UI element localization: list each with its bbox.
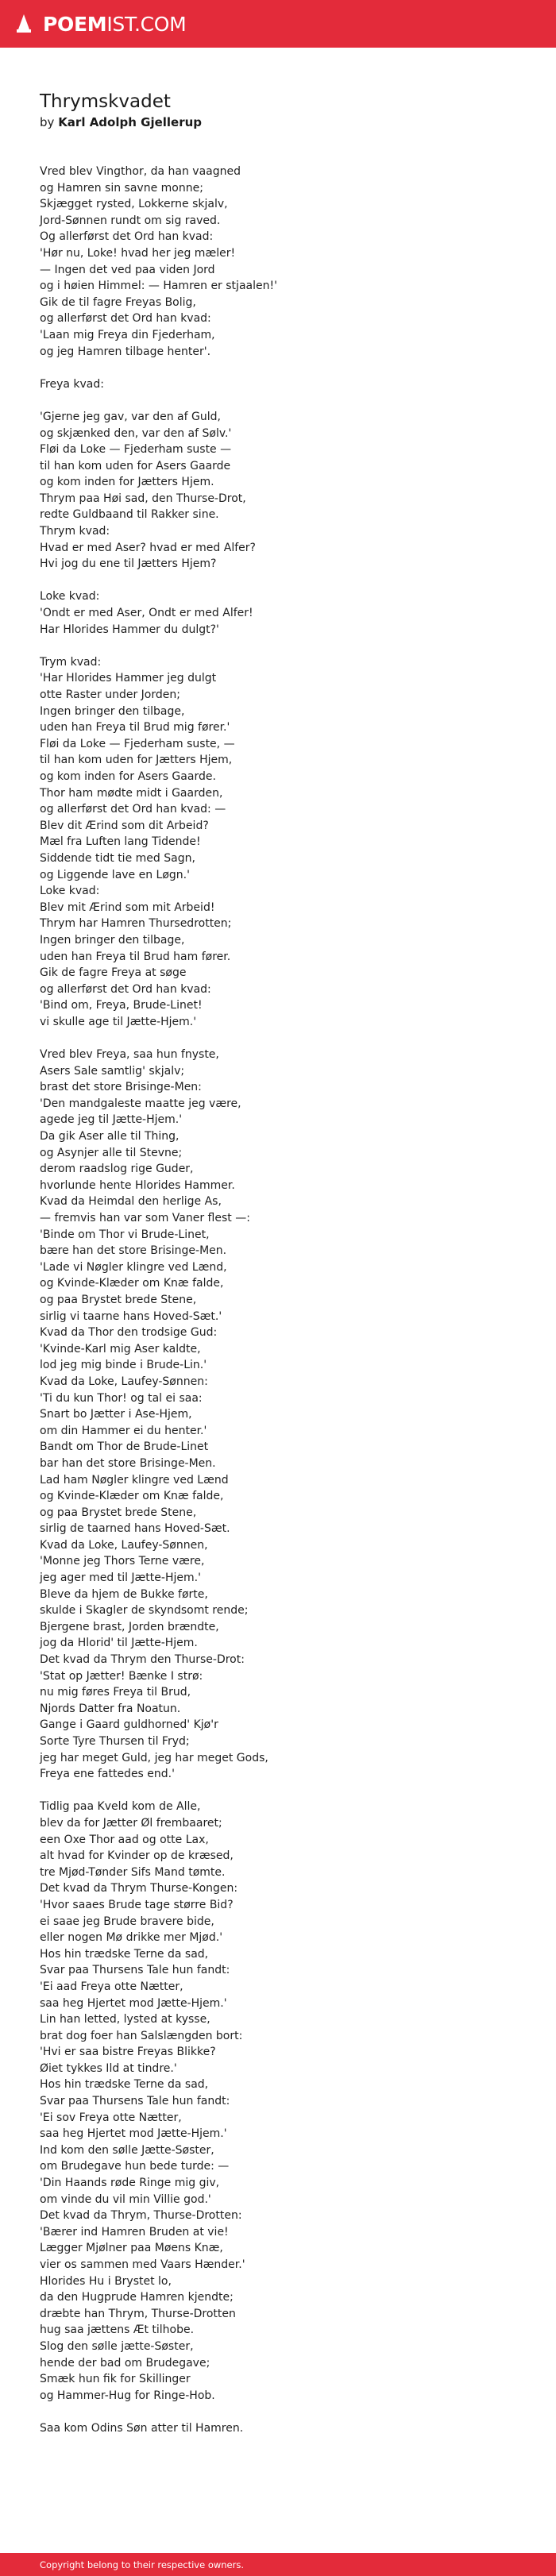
poem-line: nu mig føres Freya til Brud, (40, 1686, 191, 1699)
poem-line: og Hamren sin savne monne; (40, 181, 203, 195)
poem-line: Freya kvad: (40, 377, 104, 391)
poem-line: 'Hvi er saa bistre Freyas Blikke? (40, 2046, 216, 2059)
poem-line: Saa kom Odins Søn atter til Hamren. (40, 2421, 244, 2435)
poem-line: Skjægget rysted, Lokkerne skjalv, (40, 198, 228, 211)
poem-line: Ingen bringer den tilbage, (40, 933, 185, 947)
poem-line: ei saae jeg Brude bravere bide, (40, 1915, 214, 1928)
stanza (40, 588, 532, 638)
poem-line: Loke kvad: (40, 590, 100, 604)
poem-line: Loke kvad: (40, 885, 100, 898)
poem-line: saa heg Hjertet mod Jætte-Hjem.' (40, 1996, 227, 2010)
poem-line: Jord-Sønnen rundt om sig raved. (40, 214, 221, 227)
poem-line: Det kvad da Thrym Thurse-Kongen: (40, 1882, 238, 1895)
poem-line: Thor ham mødte midt i Gaarden, (40, 786, 223, 800)
stanza (40, 654, 532, 1031)
poem-line: bære han det store Brisinge-Men. (40, 1244, 227, 1258)
poem-content (40, 91, 532, 2453)
poem-line: dræbte han Thrym, Thurse-Drotten (40, 2307, 236, 2320)
poem-line: Svar paa Thursens Tale hun fandt: (40, 1964, 230, 1977)
byline-prefix: by (40, 115, 55, 129)
poem-line: Snart bo Jætter i Ase-Hjem, (40, 1408, 192, 1421)
poem-line: Og allerførst det Ord han kvad: (40, 230, 214, 244)
poem-line: alt hvad for Kvinder op de kræsed, (40, 1849, 234, 1863)
poem-line: Kvad da Loke, Laufey-Sønnen, (40, 1538, 208, 1552)
poem-line: og Kvinde-Klæder om Knæ falde, (40, 1277, 224, 1290)
poem-line: Kvad da Loke, Laufey-Sønnen: (40, 1375, 208, 1388)
poem-line: Ingen bringer den tilbage, (40, 704, 185, 718)
poem-line: Da gik Aser alle til Thing, (40, 1130, 180, 1143)
poem-line: 'Din Haands røde Ringe mig giv, (40, 2177, 220, 2190)
poem-line: og Kvinde-Klæder om Knæ falde, (40, 1490, 224, 1503)
poem-line: Lad ham Nøgler klingre ved Lænd (40, 1473, 229, 1487)
poem-line: lod jeg mig binde i Brude-Lin.' (40, 1359, 207, 1372)
poem-line: — Ingen det ved paa viden Jord (40, 263, 215, 276)
poem-line: og skjænked den, var den af Sølv.' (40, 426, 232, 440)
poem-line: skulde i Skagler de skyndsomt rende; (40, 1604, 249, 1618)
poem-line: og Hammer-Hug for Ringe-Hob. (40, 2389, 215, 2402)
author-link[interactable]: Karl Adolph Gjellerup (58, 115, 203, 129)
poem-line: til han kom uden for Jætters Hjem, (40, 754, 233, 767)
poem-line: Har Hlorides Hammer du dulgt?' (40, 623, 219, 636)
poem-line: 'Bind om, Freya, Brude-Linet! (40, 999, 203, 1012)
poem-line: 'Laan mig Freya din Fjederham, (40, 328, 215, 341)
stanza (40, 1799, 532, 2404)
poem-line: Ind kom den sølle Jætte-Søster, (40, 2143, 214, 2157)
poem-line: Hos hin trædske Terne da sad, (40, 1947, 209, 1961)
poem-line: Hvad er med Aser? hvad er med Alfer? (40, 541, 256, 554)
poem-line: bar han det store Brisinge-Men. (40, 1456, 216, 1470)
stanza (40, 164, 532, 360)
poem-line: vier os sammen med Vaars Hænder.' (40, 2258, 245, 2271)
poem-line: Fløi da Loke — Fjederham suste — (40, 443, 232, 457)
stanza (40, 409, 532, 573)
poem-line: hvorlunde hente Hlorides Hammer. (40, 1178, 235, 1192)
poem-line: Bjergene brast, Jorden brændte, (40, 1620, 219, 1633)
poem-line: redte Guldbaand til Rakker sine. (40, 508, 219, 522)
poem-line: Det kvad da Thrym den Thurse-Drot: (40, 1653, 245, 1667)
poem-line: Hvi jog du ene til Jætters Hjem? (40, 557, 217, 571)
poem-line: Gange i Gaard guldhorned' Kjø'r (40, 1718, 218, 1732)
poem-line: og paa Brystet brede Stene, (40, 1506, 197, 1519)
poem-line: Vred blev Freya, saa hun fnyste, (40, 1048, 219, 1062)
poem-body (40, 164, 532, 2437)
poem-line: jog da Hlorid' til Jætte-Hjem. (40, 1637, 198, 1650)
poem-line: Thrym kvad: (40, 525, 110, 538)
poem-line: 'Hvor saaes Brude tage større Bid? (40, 1898, 234, 1911)
poem-line: brat dog foer han Salslængden bort: (40, 2029, 243, 2042)
poem-line: Trym kvad: (40, 655, 102, 669)
poem-line: hende der bad om Brudegave; (40, 2356, 210, 2370)
poem-line: Thrym paa Høi sad, den Thurse-Drot, (40, 492, 246, 505)
poem-line: og allerførst det Ord han kvad: — (40, 803, 226, 816)
poem-line: Det kvad da Thrym, Thurse-Drotten: (40, 2209, 242, 2223)
hat-icon[interactable] (16, 13, 32, 34)
poem-line: saa heg Hjertet mod Jætte-Hjem.' (40, 2127, 227, 2141)
poem-line: 'Har Hlorides Hammer jeg dulgt (40, 672, 217, 685)
poem-line: Mæl fra Luften lang Tidende! (40, 835, 201, 849)
stanza (40, 2420, 532, 2437)
poem-line: 'Ondt er med Aser, Ondt er med Alfer! (40, 607, 253, 620)
poem-line: Fløi da Loke — Fjederham suste, — (40, 737, 235, 750)
poem-line: vi skulle age til Jætte-Hjem.' (40, 1015, 197, 1028)
poem-line: Siddende tidt tie med Sagn, (40, 851, 195, 865)
poem-line: Njords Datter fra Noatun. (40, 1702, 181, 1715)
poem-line: sirlig de taarned hans Hoved-Sæt. (40, 1522, 230, 1536)
poem-line: 'Gjerne jeg gav, var den af Guld, (40, 410, 221, 423)
poem-line: om din Hammer ei du henter.' (40, 1424, 207, 1437)
poem-line: og kom inden for Asers Gaarde. (40, 769, 216, 783)
poem-line: 'Monne jeg Thors Terne være, (40, 1555, 205, 1568)
copyright-text: Copyright belong to their respective owners. (40, 2559, 245, 2570)
poem-line: og allerførst det Ord han kvad: (40, 982, 211, 996)
poem-line: jeg ager med til Jætte-Hjem.' (40, 1571, 201, 1585)
poem-line: om vinde du vil min Villie god.' (40, 2192, 211, 2206)
poem-line: een Oxe Thor aad og otte Lax, (40, 1833, 209, 1846)
poem-line: 'Lade vi Nøgler klingre ved Lænd, (40, 1260, 227, 1274)
poem-line: Bleve da hjem de Bukke førte, (40, 1587, 208, 1601)
poem-line: Asers Sale samtlig' skjalv; (40, 1064, 185, 1078)
poem-line: Slog den sølle jætte-Søster, (40, 2339, 194, 2353)
poem-line: 'Stat op Jætter! Bænke I strø: (40, 1669, 203, 1683)
byline (40, 114, 532, 130)
poem-line: sirlig vi taarne hans Hoved-Sæt.' (40, 1309, 222, 1323)
poem-line: eller nogen Mø drikke mer Mjød.' (40, 1931, 223, 1945)
poem-line: Gik de fagre Freya at søge (40, 966, 187, 980)
poem-line: 'Ei aad Freya otte Nætter, (40, 1980, 183, 1993)
poem-line: Kvad da Thor den trodsige Gud: (40, 1326, 218, 1340)
poem-line: om Brudegave hun bede turde: — (40, 2160, 230, 2173)
stanza (40, 376, 532, 393)
poem-line: Hlorides Hu i Brystet lo, (40, 2274, 172, 2288)
poem-line: Gik de til fagre Freyas Bolig, (40, 295, 196, 309)
poem-line: og jeg Hamren tilbage henter'. (40, 345, 211, 358)
poem-line: og allerførst det Ord han kvad: (40, 312, 211, 326)
poem-line: Sorte Tyre Thursen til Fryd; (40, 1735, 190, 1748)
poem-line: Vred blev Vingthor, da han vaagned (40, 165, 241, 178)
poem-line: Kvad da Heimdal den herlige As, (40, 1195, 222, 1209)
poem-line: Smæk hun fik for Skillinger (40, 2373, 191, 2386)
poem-line: Freya ene fattedes end.' (40, 1768, 175, 1781)
poem-line: Tidlig paa Kveld kom de Alle, (40, 1800, 201, 1814)
poem-line: Svar paa Thursens Tale hun fandt: (40, 2095, 230, 2108)
poem-line: og i høien Himmel: — Hamren er stjaalen!' (40, 280, 277, 293)
poem-line: 'Ei sov Freya otte Nætter, (40, 2111, 182, 2124)
poem-line: og Liggende lave en Løgn.' (40, 868, 190, 881)
poem-line: 'Hør nu, Loke! hvad her jeg mæler! (40, 246, 236, 260)
poem-line: tre Mjød-Tønder Sifs Mand tømte. (40, 1865, 226, 1879)
poem-line: 'Ti du kun Thor! og tal ei saa: (40, 1391, 203, 1405)
poem-line: otte Raster under Jorden; (40, 688, 180, 701)
stanza (40, 1047, 532, 1783)
poem-line: hug saa jættens Æt tilhobe. (40, 2323, 195, 2337)
poem-line: uden han Freya til Brud ham fører. (40, 950, 231, 963)
poem-line: til han kom uden for Asers Gaarde (40, 459, 231, 472)
poem-line: Hos hin trædske Terne da sad, (40, 2078, 209, 2092)
poem-line: og Asynjer alle til Stevne; (40, 1146, 183, 1159)
poem-line: Lin han letted, lysted at kysse, (40, 2013, 210, 2026)
poem-line: Thrym har Hamren Thursedrotten; (40, 917, 232, 931)
site-header (0, 0, 556, 48)
poem-line: Blev mit Ærind som mit Arbeid! (40, 900, 215, 914)
poem-line: Bandt om Thor de Brude-Linet (40, 1440, 209, 1454)
poem-line: da den Hugprude Hamren kjendte; (40, 2291, 234, 2304)
poem-line: og paa Brystet brede Stene, (40, 1293, 197, 1306)
poem-line: 'Binde om Thor vi Brude-Linet, (40, 1228, 210, 1241)
poem-line: derom raadslog rige Guder, (40, 1163, 194, 1176)
poem-title: Thrymskvadet (40, 91, 171, 112)
poem-line: brast det store Brisinge-Men: (40, 1081, 202, 1094)
site-logo[interactable]: POEMIST.COM (43, 12, 187, 36)
poem-line: 'Kvinde-Karl mig Aser kaldte, (40, 1342, 201, 1355)
poem-line: uden han Freya til Brud mig fører.' (40, 721, 230, 735)
poem-line: Øiet tykkes Ild at tindre.' (40, 2061, 177, 2075)
poem-line: jeg har meget Guld, jeg har meget Gods, (40, 1751, 268, 1764)
site-footer (0, 2553, 556, 2576)
poem-line: 'Bærer ind Hamren Bruden at vie! (40, 2225, 229, 2239)
poem-line: — fremvis han var som Vaner flest —: (40, 1212, 250, 1224)
poem-line: agede jeg til Jætte-Hjem.' (40, 1113, 183, 1127)
poem-line: og kom inden for Jætters Hjem. (40, 476, 214, 489)
poem-line: blev da for Jætter Øl frembaaret; (40, 1816, 222, 1830)
poem-line: Lægger Mjølner paa Møens Knæ, (40, 2242, 223, 2255)
poem-line: Blev dit Ærind som dit Arbeid? (40, 819, 209, 832)
poem-line: 'Den mandgaleste maatte jeg være, (40, 1097, 241, 1110)
